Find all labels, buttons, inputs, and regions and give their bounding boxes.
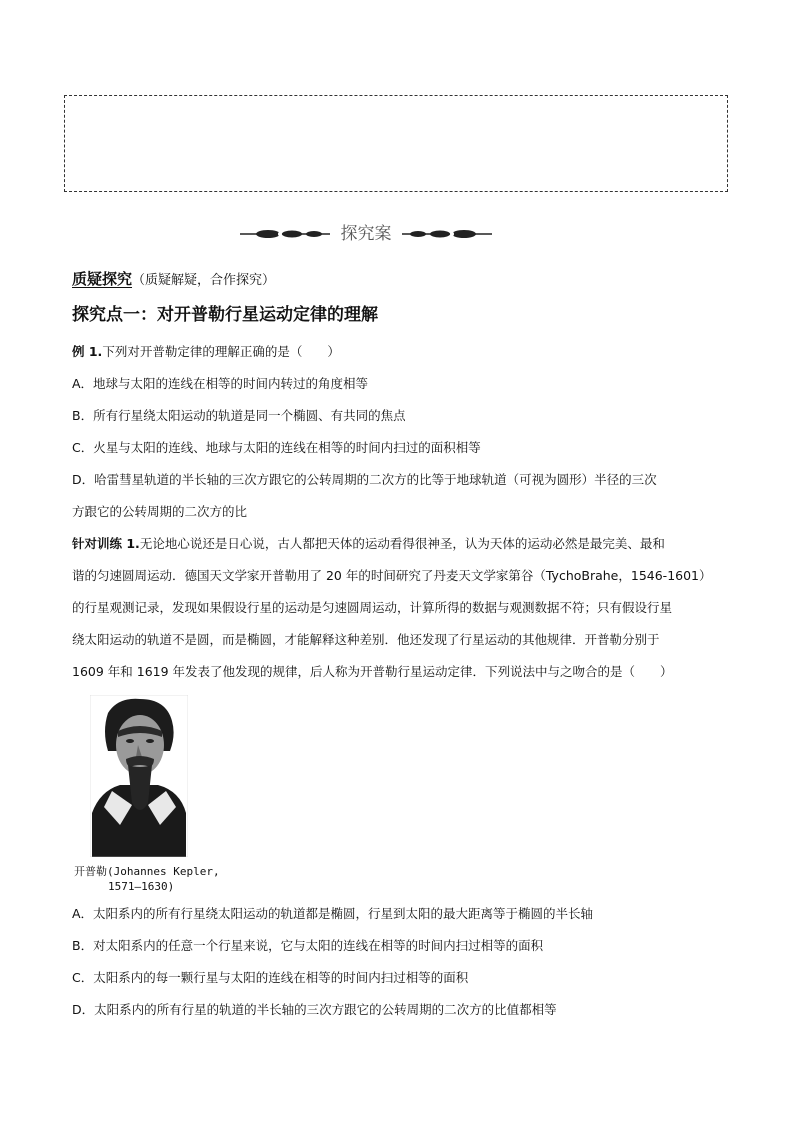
exercise-option-c[interactable]: C．太阳系内的每一颗行星与太阳的连线在相等的时间内扫过相等的面积	[72, 970, 469, 985]
section-divider	[240, 222, 492, 246]
exercise-line-2: 谐的匀速圆周运动．德国天文学家开普勒用了 20 年的时间研究了丹麦天文学家第谷（TychoBrahe，1546-1601）	[72, 568, 712, 583]
divider-title: 探究案	[337, 224, 396, 244]
example-option-b[interactable]: B．所有行星绕太阳运动的轨道是同一个椭圆、有共同的焦点	[72, 408, 406, 423]
section-subtitle: （质疑解疑，合作探究）	[132, 273, 276, 288]
example-question-text: 下列对开普勒定律的理解正确的是（ ）	[102, 344, 340, 359]
example-option-c[interactable]: C．火星与太阳的连线、地球与太阳的连线在相等的时间内扫过的面积相等	[72, 440, 481, 455]
section-heading	[72, 268, 275, 289]
caption-line-2: 1571—1630)	[108, 880, 175, 893]
point-title: 探究点一：对开普勒行星运动定律的理解	[72, 305, 378, 325]
exercise-option-d[interactable]: D．太阳系内的所有行星的轨道的半长轴的三次方跟它的公转周期的二次方的比值都相等	[72, 1002, 557, 1017]
exercise-line-5: 1609 年和 1619 年发表了他发现的规律，后人称为开普勒行星运动定律．下列说法中与之吻合的是（ ）	[72, 664, 673, 679]
example-label: 例 1.	[72, 344, 103, 359]
exercise-line-4: 绕太阳运动的轨道不是圆，而是椭圆，才能解释这种差别．他还发现了行星运动的其他规律．开普勒分别于	[72, 632, 660, 647]
exercise-line-1: 针对训练 1.无论地心说还是日心说，古人都把天体的运动看得很神圣，认为天体的运动必然是最完美、最和	[72, 536, 665, 551]
example-question	[72, 342, 340, 362]
exercise-option-b[interactable]: B．对太阳系内的任意一个行星来说，它与太阳的连线在相等的时间内扫过相等的面积	[72, 938, 544, 953]
section-title: 质疑探究	[72, 270, 133, 288]
caption-line-1: 开普勒(Johannes Kepler,	[74, 865, 220, 878]
example-option-d-cont: 方跟它的公转周期的二次方的比	[72, 504, 248, 519]
example-option-a[interactable]: A．地球与太阳的连线在相等的时间内转过的角度相等	[72, 376, 369, 391]
kepler-portrait	[90, 695, 188, 857]
exercise-option-a[interactable]: A．太阳系内的所有行星绕太阳运动的轨道都是椭圆，行星到太阳的最大距离等于椭圆的半长轴	[72, 906, 594, 921]
example-option-d[interactable]: D．哈雷彗星轨道的半长轴的三次方跟它的公转周期的二次方的比等于地球轨道（可视为圆形）半径的三次	[72, 472, 657, 487]
exercise-line-3: 的行星观测记录，发现如果假设行星的运动是匀速圆周运动，计算所得的数据与观测数据不符；只有假设行星	[72, 600, 673, 615]
portrait-caption	[74, 864, 234, 894]
answer-box	[64, 95, 728, 192]
exercise-label: 针对训练 1.	[72, 536, 140, 551]
